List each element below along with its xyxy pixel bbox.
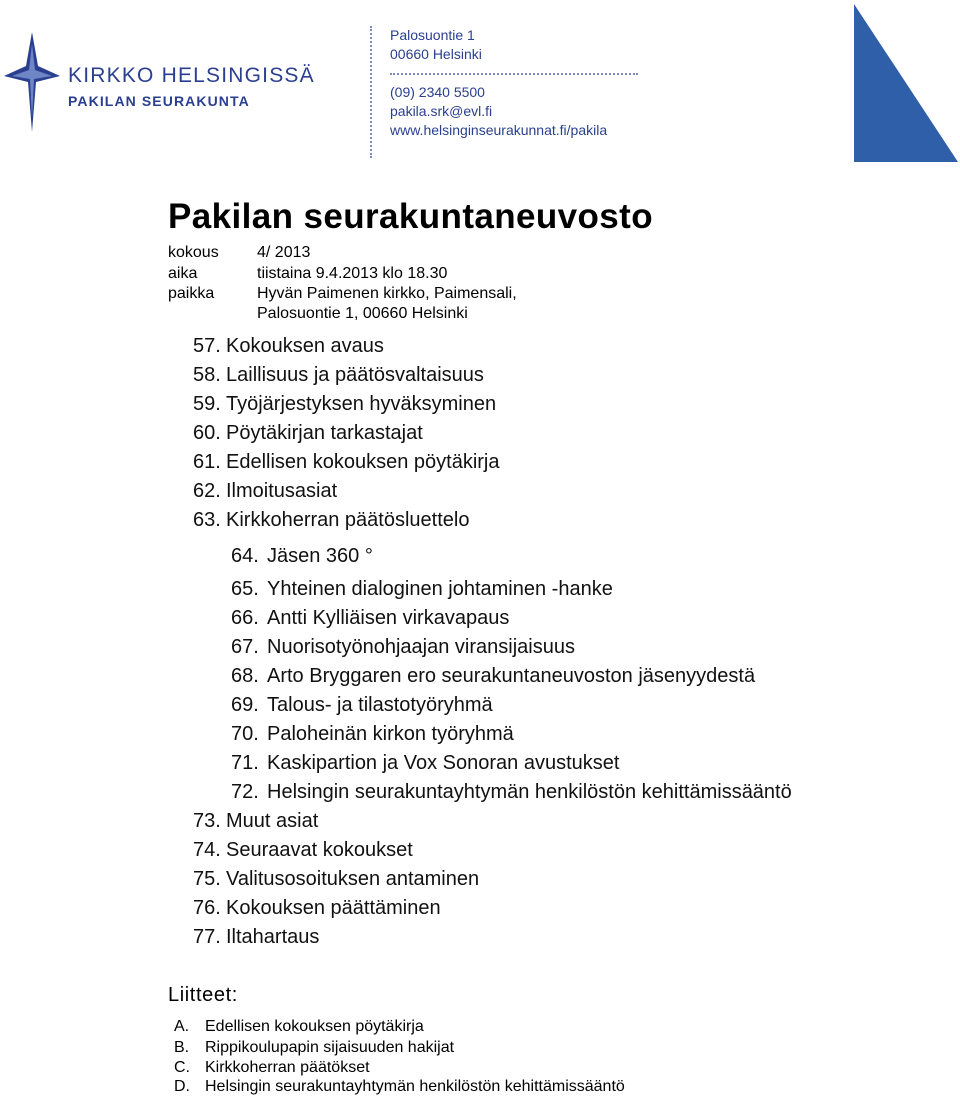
- agenda-item-number: 60.: [193, 422, 221, 444]
- agenda-item-number: 61.: [193, 451, 221, 473]
- contact-email[interactable]: pakila.srk@evl.fi: [390, 103, 493, 119]
- agenda-item-number: 67.: [231, 636, 259, 658]
- attachment-letter: D.: [174, 1078, 190, 1095]
- agenda-item-number: 59.: [193, 393, 221, 415]
- agenda-item-number: 62.: [193, 480, 221, 502]
- org-name: KIRKKO HELSINGISSÄ: [68, 64, 315, 87]
- agenda-item-text: Muut asiat: [226, 810, 319, 832]
- agenda-item-number: 77.: [193, 926, 221, 948]
- attachments-heading: Liitteet:: [168, 984, 238, 1006]
- agenda-item-text: Työjärjestyksen hyväksyminen: [226, 393, 497, 415]
- agenda-item-text: Yhteinen dialoginen johtaminen -hanke: [267, 578, 613, 600]
- agenda-item-text: Iltahartaus: [226, 926, 320, 948]
- attachment-item: Helsingin seurakuntayhtymän henkilöstön kehittämissääntö: [205, 1078, 625, 1095]
- agenda-item-number: 75.: [193, 868, 221, 890]
- agenda-item-number: 65.: [231, 578, 259, 600]
- parish-logo-cross-icon: [2, 32, 62, 132]
- attachment-letter: C.: [174, 1059, 190, 1076]
- agenda-item-number: 70.: [231, 723, 259, 745]
- agenda-item-text: Seuraavat kokoukset: [226, 839, 413, 861]
- agenda-item-number: 71.: [231, 752, 259, 774]
- attachment-item: Edellisen kokouksen pöytäkirja: [205, 1018, 424, 1035]
- attachment-letter: B.: [174, 1039, 190, 1056]
- header-divider-horizontal: [390, 73, 638, 75]
- meta-label-meeting: kokous: [168, 244, 219, 261]
- agenda-item-text: Kirkkoherran päätösluettelo: [226, 509, 470, 531]
- agenda-item-text: Talous- ja tilastotyöryhmä: [267, 694, 493, 716]
- agenda-item-text: Jäsen 360 °: [267, 545, 373, 567]
- agenda-item-text: Nuorisotyönohjaajan viransijaisuus: [267, 636, 575, 658]
- parish-name: PAKILAN SEURAKUNTA: [68, 93, 250, 109]
- attachment-letter: A.: [174, 1018, 190, 1035]
- agenda-item-number: 69.: [231, 694, 259, 716]
- meta-value-time: tiistaina 9.4.2013 klo 18.30: [257, 265, 448, 282]
- contact-phone: (09) 2340 5500: [390, 84, 485, 100]
- page-title: Pakilan seurakuntaneuvosto: [168, 197, 654, 236]
- agenda-item-number: 57.: [193, 335, 221, 357]
- agenda-item-number: 64.: [231, 545, 259, 567]
- meta-value-place-address: Palosuontie 1, 00660 Helsinki: [257, 305, 468, 322]
- agenda-item-number: 58.: [193, 364, 221, 386]
- agenda-item-text: Valitusosoituksen antaminen: [226, 868, 480, 890]
- contact-postal: 00660 Helsinki: [390, 46, 482, 62]
- agenda-item-text: Kaskipartion ja Vox Sonoran avustukset: [267, 752, 620, 774]
- agenda-item-number: 73.: [193, 810, 221, 832]
- agenda-item-number: 66.: [231, 607, 259, 629]
- agenda-item-text: Laillisuus ja päätösvaltaisuus: [226, 364, 484, 386]
- meta-value-place: Hyvän Paimenen kirkko, Paimensali,: [257, 285, 517, 302]
- header-divider-vertical: [370, 26, 372, 158]
- agenda-item-number: 74.: [193, 839, 221, 861]
- agenda-item-text: Helsingin seurakuntayhtymän henkilöstön kehittämissääntö: [267, 781, 792, 803]
- agenda-item-number: 76.: [193, 897, 221, 919]
- contact-web[interactable]: www.helsinginseurakunnat.fi/pakila: [390, 122, 608, 138]
- corner-triangle-icon: [850, 4, 958, 164]
- agenda-item-number: 72.: [231, 781, 259, 803]
- agenda-item-text: Kokouksen päättäminen: [226, 897, 441, 919]
- meta-label-time: aika: [168, 265, 198, 282]
- agenda-item-text: Ilmoitusasiat: [226, 480, 338, 502]
- meta-value-meeting: 4/ 2013: [257, 244, 311, 261]
- agenda-item-text: Arto Bryggaren ero seurakuntaneuvoston jäsenyydestä: [267, 665, 756, 687]
- agenda-item-text: Antti Kylliäisen virkavapaus: [267, 607, 510, 629]
- agenda-item-number: 68.: [231, 665, 259, 687]
- agenda-item-text: Edellisen kokouksen pöytäkirja: [226, 451, 500, 473]
- contact-street: Palosuontie 1: [390, 27, 475, 43]
- agenda-item-number: 63.: [193, 509, 221, 531]
- meta-label-place: paikka: [168, 285, 215, 302]
- agenda-item-text: Pöytäkirjan tarkastajat: [226, 422, 423, 444]
- attachment-item: Kirkkoherran päätökset: [205, 1059, 370, 1076]
- agenda-item-text: Kokouksen avaus: [226, 335, 384, 357]
- attachment-item: Rippikoulupapin sijaisuuden hakijat: [205, 1039, 455, 1056]
- agenda-item-text: Paloheinän kirkon työryhmä: [267, 723, 514, 745]
